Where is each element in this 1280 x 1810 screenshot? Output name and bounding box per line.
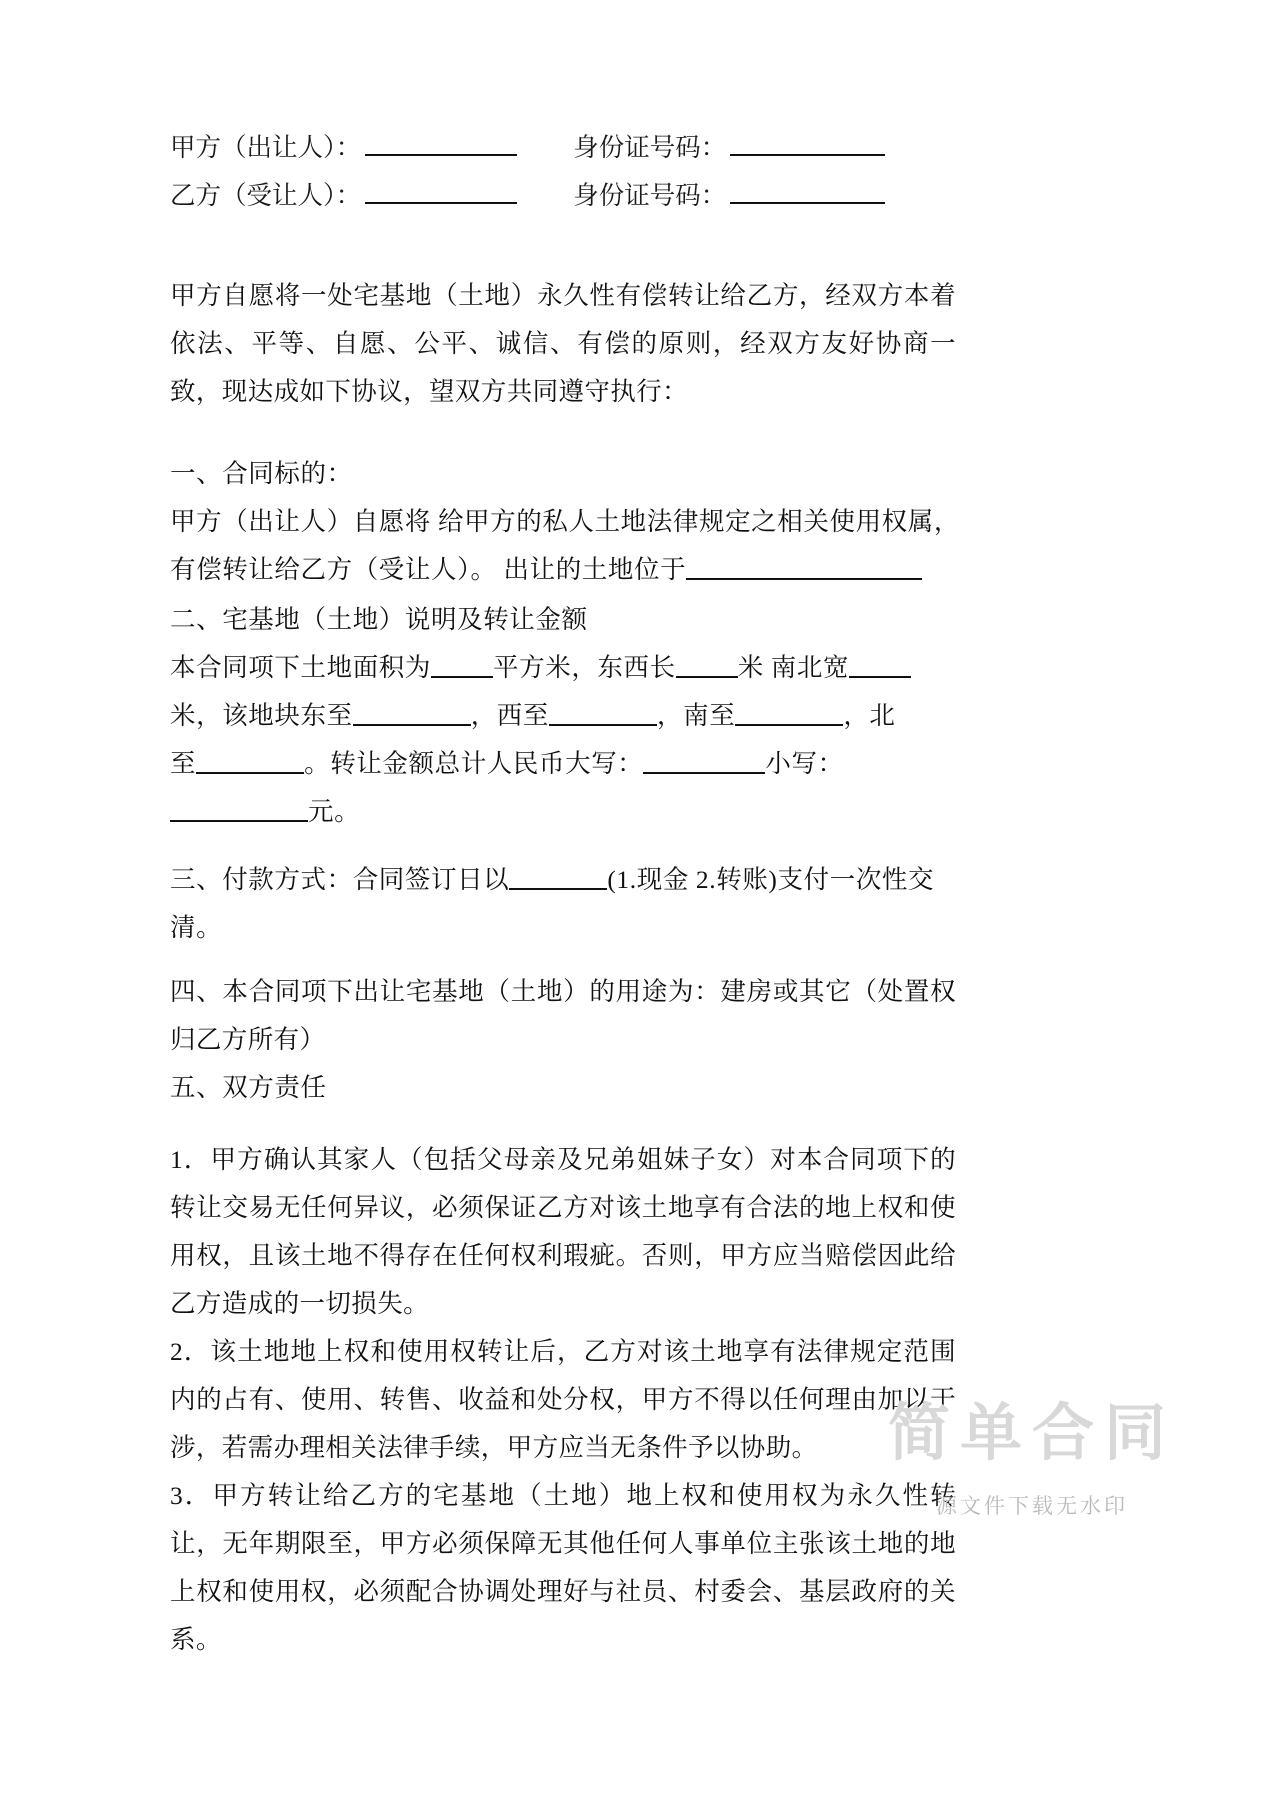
grantor-row [170, 128, 960, 176]
north-boundary-blank[interactable] [196, 750, 304, 774]
section-2-line-2 [170, 692, 960, 740]
ew-length-label: 平方米，东西长 [493, 653, 676, 682]
area-blank[interactable] [431, 654, 493, 678]
clause-3: 3．甲方转让给乙方的宅基地（土地）地上权和使用权为永久性转让，无年期限至，甲方必须保障无其他任何人事单位主张该土地的地上权和使用权，必须配合协调处理好与社员、村委会、基层政府的关系。 [170, 1481, 956, 1654]
amount-lowercase-label: 小写： [765, 749, 844, 778]
payment-options-label: (1.现金 2.转账)支付一次性交 [607, 865, 935, 894]
section-2-heading: 二、宅基地（土地）说明及转让金额 [170, 605, 588, 634]
payment-method-blank[interactable] [509, 866, 607, 890]
area-label: 本合同项下土地面积为 [170, 653, 432, 682]
south-boundary-blank[interactable] [735, 702, 843, 726]
grantee-row [170, 176, 960, 224]
grantee-id-blank[interactable] [730, 180, 885, 204]
watermark-main-text: 简单合同 [887, 1398, 1176, 1468]
party-header-block [170, 128, 960, 224]
grantee-name-blank[interactable] [365, 180, 517, 204]
section-2-line-1 [170, 644, 960, 692]
clause-2: 2．该土地地上权和使用权转让后，乙方对该土地享有法律规定范围内的占有、使用、转售、收益和处分权，甲方不得以任何理由加以干涉，若需办理相关法律手续，甲方应当无条件予以协助。 [170, 1337, 956, 1462]
section-5-heading: 五、双方责任 [170, 1073, 327, 1102]
land-location-blank[interactable] [686, 556, 922, 580]
amount-lowercase-blank[interactable] [170, 798, 308, 822]
amount-uppercase-label: 。转让金额总计人民币大写： [304, 749, 644, 778]
south-boundary-label: ，南至 [657, 701, 736, 730]
ew-length-blank[interactable] [676, 654, 738, 678]
section-2-line-3 [170, 740, 960, 788]
grantor-label: 甲方（出让人）： [170, 133, 362, 162]
section-1-heading: 一、合同标的： [170, 459, 353, 488]
grantor-name-blank[interactable] [365, 132, 517, 156]
yuan-unit-label: 元。 [308, 797, 361, 826]
ns-width-blank[interactable] [849, 654, 911, 678]
section-3-line-2: 清。 [170, 913, 223, 942]
watermark-sub-text: 源文件下载无水印 [936, 1495, 1128, 1518]
payment-method-label: 三、付款方式：合同签订日以 [170, 865, 510, 894]
section-1-body-line-2-text: 有偿转让给乙方（受让人）。 出让的土地位于 [170, 555, 687, 584]
grantee-id-label: 身份证号码： [573, 181, 727, 210]
clause-1: 1．甲方确认其家人（包括父母亲及兄弟姐妹子女）对本合同项下的转让交易无任何异议，必须保证乙方对该土地享有合法的地上权和使用权，且该土地不得存在任何权利瑕疵。否则，甲方应当赔偿因此给乙方造成的一切损失。 [170, 1145, 956, 1318]
east-boundary-label: 米，该地块东至 [170, 701, 353, 730]
ns-width-label: 米 南北宽 [737, 653, 850, 682]
section-2-line-4 [170, 788, 960, 836]
section-1-body-line-1: 甲方（出让人）自愿将 给甲方的私人土地法律规定之相关使用权属， [170, 507, 960, 536]
grantee-label: 乙方（受让人）： [170, 181, 362, 210]
section-3-line-1 [170, 856, 960, 904]
section-4-heading: 四、本合同项下出让宅基地（土地）的用途为：建房或其它（处置权归乙方所有） [170, 977, 956, 1054]
west-boundary-blank[interactable] [549, 702, 657, 726]
section-1-body-line-2 [170, 546, 960, 594]
grantor-id-label: 身份证号码： [573, 133, 727, 162]
east-boundary-blank[interactable] [353, 702, 471, 726]
preamble-paragraph: 甲方自愿将一处宅基地（土地）永久性有偿转让给乙方，经双方本着依法、平等、自愿、公平、诚信、有偿的原则，经双方友好协商一致，现达成如下协议，望双方共同遵守执行： [170, 281, 956, 406]
west-boundary-label: ，西至 [470, 701, 550, 730]
grantor-id-blank[interactable] [730, 132, 885, 156]
north-boundary-label-cont: 至 [170, 749, 197, 778]
amount-uppercase-blank[interactable] [643, 750, 765, 774]
north-boundary-label: ，北 [843, 701, 896, 730]
